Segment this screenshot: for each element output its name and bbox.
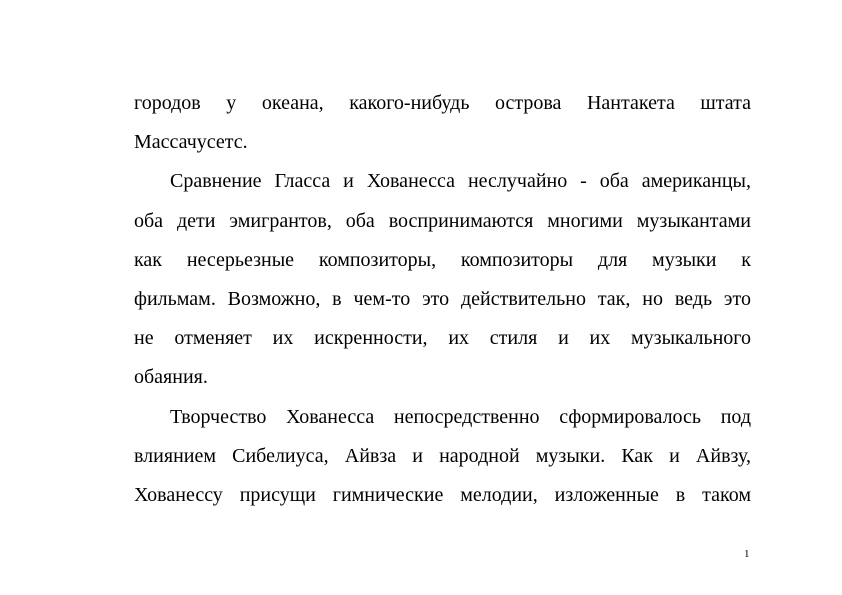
text-line: фильмам. Возможно, в чем-то это действительно так, но ведь это — [134, 287, 751, 310]
text-line: не отменяет их искренности, их стиля и их музыкального — [134, 327, 751, 350]
text-line: Массачусетс. — [134, 131, 248, 154]
text-line: оба дети эмигрантов, оба воспринимаются многими музыкантами — [134, 209, 751, 232]
text-line: как несерьезные композиторы, композиторы для музыки к — [134, 248, 751, 271]
text-line: обаяния. — [134, 366, 208, 389]
body-text — [134, 84, 751, 515]
text-line: влиянием Сибелиуса, Айвза и народной музыки. Как и Айвзу, — [134, 444, 751, 467]
page-number: 1 — [744, 548, 750, 560]
text-line: городов у океана, какого-нибудь острова Нантакета штата — [134, 92, 751, 114]
text-line: Сравнение Гласса и Хованесса неслучайно - оба американцы, — [170, 170, 751, 193]
text-line: Творчество Хованесса непосредственно сформировалось под — [170, 405, 751, 428]
text-line: Хованессу присущи гимнические мелодии, изложенные в таком — [134, 483, 751, 506]
